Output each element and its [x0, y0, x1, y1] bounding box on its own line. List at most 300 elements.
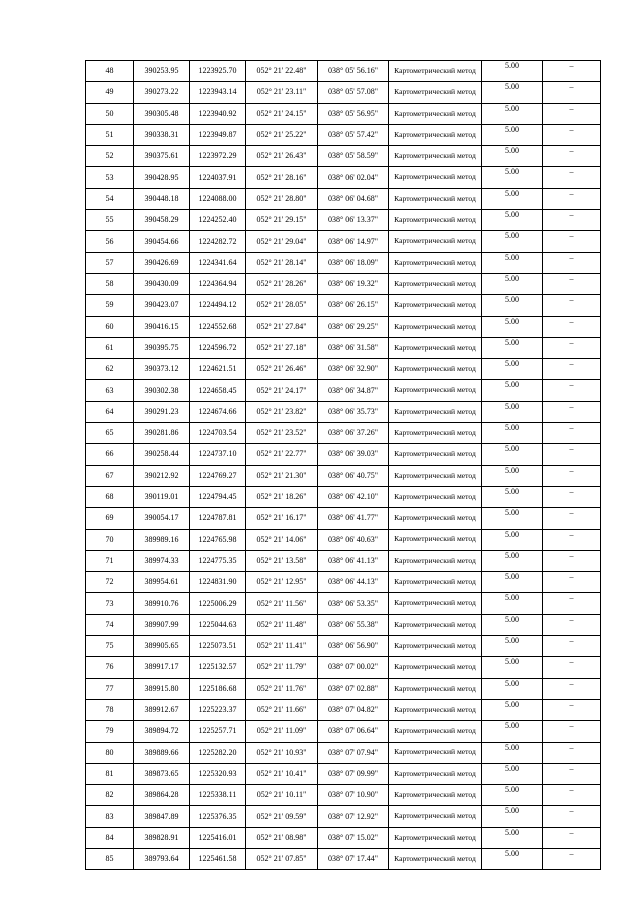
table-row [86, 82, 601, 103]
y-coordinate-cell: 1225376.35 [190, 806, 246, 827]
point-number-cell: 77 [86, 678, 134, 699]
table-row [86, 699, 601, 720]
method-cell: Картометрический метод [389, 486, 482, 507]
method-cell: Картометрический метод [389, 508, 482, 529]
y-coordinate-cell: 1224037.91 [190, 167, 246, 188]
point-number-cell: 84 [86, 827, 134, 848]
point-number-cell: 71 [86, 550, 134, 571]
method-cell: Картометрический метод [389, 444, 482, 465]
method-cell: Картометрический метод [389, 316, 482, 337]
latitude-cell: 052° 21' 18.26" [246, 486, 318, 507]
table-row [86, 167, 601, 188]
accuracy-cell: 5.00 [482, 678, 543, 699]
accuracy-cell: 5.00 [482, 423, 543, 444]
table-row [86, 508, 601, 529]
method-cell: Картометрический метод [389, 827, 482, 848]
longitude-cell: 038° 07' 07.94" [318, 742, 389, 763]
y-coordinate-cell: 1225338.11 [190, 785, 246, 806]
accuracy-cell: 5.00 [482, 359, 543, 380]
latitude-cell: 052° 21' 28.05" [246, 295, 318, 316]
x-coordinate-cell: 389864.28 [134, 785, 190, 806]
x-coordinate-cell: 390428.95 [134, 167, 190, 188]
longitude-cell: 038° 07' 15.02" [318, 827, 389, 848]
x-coordinate-cell: 390119.01 [134, 486, 190, 507]
point-number-cell: 74 [86, 614, 134, 635]
method-cell: Картометрический метод [389, 231, 482, 252]
method-cell: Картометрический метод [389, 210, 482, 231]
note-cell: – [543, 636, 601, 657]
accuracy-cell: 5.00 [482, 699, 543, 720]
longitude-cell: 038° 06' 40.75" [318, 465, 389, 486]
note-cell: – [543, 742, 601, 763]
x-coordinate-cell: 390253.95 [134, 61, 190, 82]
latitude-cell: 052° 21' 22.77" [246, 444, 318, 465]
table-row [86, 210, 601, 231]
longitude-cell: 038° 06' 13.37" [318, 210, 389, 231]
y-coordinate-cell: 1225223.37 [190, 699, 246, 720]
table-row [86, 231, 601, 252]
latitude-cell: 052° 21' 13.58" [246, 550, 318, 571]
coordinates-table [85, 60, 601, 870]
note-cell: – [543, 124, 601, 145]
table-row [86, 337, 601, 358]
accuracy-cell: 5.00 [482, 614, 543, 635]
table-row [86, 380, 601, 401]
point-number-cell: 49 [86, 82, 134, 103]
method-cell: Картометрический метод [389, 380, 482, 401]
method-cell: Картометрический метод [389, 785, 482, 806]
method-cell: Картометрический метод [389, 401, 482, 422]
method-cell: Картометрический метод [389, 359, 482, 380]
y-coordinate-cell: 1225073.51 [190, 636, 246, 657]
table-row [86, 124, 601, 145]
latitude-cell: 052° 21' 09.59" [246, 806, 318, 827]
note-cell: – [543, 401, 601, 422]
y-coordinate-cell: 1225186.68 [190, 678, 246, 699]
table-row [86, 359, 601, 380]
y-coordinate-cell: 1224252.40 [190, 210, 246, 231]
accuracy-cell: 5.00 [482, 508, 543, 529]
longitude-cell: 038° 06' 26.15" [318, 295, 389, 316]
y-coordinate-cell: 1224596.72 [190, 337, 246, 358]
note-cell: – [543, 231, 601, 252]
accuracy-cell: 5.00 [482, 444, 543, 465]
table-row [86, 188, 601, 209]
longitude-cell: 038° 07' 06.64" [318, 721, 389, 742]
latitude-cell: 052° 21' 11.66" [246, 699, 318, 720]
latitude-cell: 052° 21' 23.11" [246, 82, 318, 103]
table-row [86, 401, 601, 422]
note-cell: – [543, 848, 601, 869]
accuracy-cell: 5.00 [482, 124, 543, 145]
y-coordinate-cell: 1225320.93 [190, 763, 246, 784]
note-cell: – [543, 593, 601, 614]
method-cell: Картометрический метод [389, 614, 482, 635]
method-cell: Картометрический метод [389, 848, 482, 869]
longitude-cell: 038° 06' 29.25" [318, 316, 389, 337]
table-row [86, 678, 601, 699]
table-row [86, 273, 601, 294]
longitude-cell: 038° 06' 14.97" [318, 231, 389, 252]
longitude-cell: 038° 06' 02.04" [318, 167, 389, 188]
note-cell: – [543, 103, 601, 124]
accuracy-cell: 5.00 [482, 827, 543, 848]
longitude-cell: 038° 07' 04.82" [318, 699, 389, 720]
longitude-cell: 038° 06' 56.90" [318, 636, 389, 657]
y-coordinate-cell: 1224621.51 [190, 359, 246, 380]
note-cell: – [543, 167, 601, 188]
accuracy-cell: 5.00 [482, 785, 543, 806]
note-cell: – [543, 657, 601, 678]
latitude-cell: 052° 21' 11.48" [246, 614, 318, 635]
x-coordinate-cell: 390373.12 [134, 359, 190, 380]
y-coordinate-cell: 1224364.94 [190, 273, 246, 294]
accuracy-cell: 5.00 [482, 146, 543, 167]
longitude-cell: 038° 07' 10.90" [318, 785, 389, 806]
note-cell: – [543, 444, 601, 465]
point-number-cell: 64 [86, 401, 134, 422]
accuracy-cell: 5.00 [482, 252, 543, 273]
y-coordinate-cell: 1224658.45 [190, 380, 246, 401]
point-number-cell: 69 [86, 508, 134, 529]
accuracy-cell: 5.00 [482, 636, 543, 657]
point-number-cell: 54 [86, 188, 134, 209]
latitude-cell: 052° 21' 26.46" [246, 359, 318, 380]
x-coordinate-cell: 389910.76 [134, 593, 190, 614]
y-coordinate-cell: 1223925.70 [190, 61, 246, 82]
y-coordinate-cell: 1225044.63 [190, 614, 246, 635]
latitude-cell: 052° 21' 11.76" [246, 678, 318, 699]
accuracy-cell: 5.00 [482, 593, 543, 614]
method-cell: Картометрический метод [389, 721, 482, 742]
longitude-cell: 038° 07' 00.02" [318, 657, 389, 678]
x-coordinate-cell: 389917.17 [134, 657, 190, 678]
x-coordinate-cell: 389894.72 [134, 721, 190, 742]
method-cell: Картометрический метод [389, 124, 482, 145]
latitude-cell: 052° 21' 23.82" [246, 401, 318, 422]
method-cell: Картометрический метод [389, 636, 482, 657]
longitude-cell: 038° 06' 34.87" [318, 380, 389, 401]
longitude-cell: 038° 07' 02.88" [318, 678, 389, 699]
point-number-cell: 59 [86, 295, 134, 316]
table-row [86, 316, 601, 337]
y-coordinate-cell: 1225006.29 [190, 593, 246, 614]
longitude-cell: 038° 05' 56.95" [318, 103, 389, 124]
point-number-cell: 80 [86, 742, 134, 763]
longitude-cell: 038° 05' 57.08" [318, 82, 389, 103]
table-row [86, 61, 601, 82]
longitude-cell: 038° 06' 35.73" [318, 401, 389, 422]
longitude-cell: 038° 06' 41.13" [318, 550, 389, 571]
table-row [86, 721, 601, 742]
y-coordinate-cell: 1224341.64 [190, 252, 246, 273]
x-coordinate-cell: 389974.33 [134, 550, 190, 571]
point-number-cell: 83 [86, 806, 134, 827]
point-number-cell: 67 [86, 465, 134, 486]
longitude-cell: 038° 06' 18.09" [318, 252, 389, 273]
latitude-cell: 052° 21' 28.14" [246, 252, 318, 273]
latitude-cell: 052° 21' 11.41" [246, 636, 318, 657]
point-number-cell: 48 [86, 61, 134, 82]
latitude-cell: 052° 21' 24.15" [246, 103, 318, 124]
method-cell: Картометрический метод [389, 465, 482, 486]
note-cell: – [543, 359, 601, 380]
accuracy-cell: 5.00 [482, 273, 543, 294]
method-cell: Картометрический метод [389, 593, 482, 614]
longitude-cell: 038° 06' 44.13" [318, 572, 389, 593]
table-row [86, 529, 601, 550]
accuracy-cell: 5.00 [482, 529, 543, 550]
y-coordinate-cell: 1223943.14 [190, 82, 246, 103]
method-cell: Картометрический метод [389, 423, 482, 444]
y-coordinate-cell: 1224737.10 [190, 444, 246, 465]
method-cell: Картометрический метод [389, 572, 482, 593]
x-coordinate-cell: 390212.92 [134, 465, 190, 486]
accuracy-cell: 5.00 [482, 337, 543, 358]
latitude-cell: 052° 21' 27.18" [246, 337, 318, 358]
y-coordinate-cell: 1224088.00 [190, 188, 246, 209]
latitude-cell: 052° 21' 07.85" [246, 848, 318, 869]
table-row [86, 827, 601, 848]
point-number-cell: 75 [86, 636, 134, 657]
latitude-cell: 052° 21' 11.79" [246, 657, 318, 678]
table-row [86, 252, 601, 273]
x-coordinate-cell: 390458.29 [134, 210, 190, 231]
accuracy-cell: 5.00 [482, 167, 543, 188]
point-number-cell: 65 [86, 423, 134, 444]
latitude-cell: 052° 21' 29.15" [246, 210, 318, 231]
x-coordinate-cell: 390338.31 [134, 124, 190, 145]
table-row [86, 742, 601, 763]
x-coordinate-cell: 389954.61 [134, 572, 190, 593]
x-coordinate-cell: 390281.86 [134, 423, 190, 444]
method-cell: Картометрический метод [389, 678, 482, 699]
point-number-cell: 78 [86, 699, 134, 720]
note-cell: – [543, 678, 601, 699]
note-cell: – [543, 380, 601, 401]
x-coordinate-cell: 390291.23 [134, 401, 190, 422]
latitude-cell: 052° 21' 14.06" [246, 529, 318, 550]
note-cell: – [543, 806, 601, 827]
longitude-cell: 038° 06' 04.68" [318, 188, 389, 209]
accuracy-cell: 5.00 [482, 486, 543, 507]
x-coordinate-cell: 390258.44 [134, 444, 190, 465]
point-number-cell: 76 [86, 657, 134, 678]
method-cell: Картометрический метод [389, 742, 482, 763]
table-body [86, 61, 601, 870]
table-row [86, 785, 601, 806]
latitude-cell: 052° 21' 10.11" [246, 785, 318, 806]
table-row [86, 465, 601, 486]
method-cell: Картометрический метод [389, 273, 482, 294]
y-coordinate-cell: 1223940.92 [190, 103, 246, 124]
longitude-cell: 038° 06' 19.32" [318, 273, 389, 294]
note-cell: – [543, 295, 601, 316]
accuracy-cell: 5.00 [482, 465, 543, 486]
accuracy-cell: 5.00 [482, 188, 543, 209]
note-cell: – [543, 465, 601, 486]
accuracy-cell: 5.00 [482, 231, 543, 252]
x-coordinate-cell: 390416.15 [134, 316, 190, 337]
longitude-cell: 038° 06' 39.03" [318, 444, 389, 465]
latitude-cell: 052° 21' 22.48" [246, 61, 318, 82]
latitude-cell: 052° 21' 28.80" [246, 188, 318, 209]
latitude-cell: 052° 21' 16.17" [246, 508, 318, 529]
y-coordinate-cell: 1224794.45 [190, 486, 246, 507]
accuracy-cell: 5.00 [482, 657, 543, 678]
note-cell: – [543, 550, 601, 571]
x-coordinate-cell: 389793.64 [134, 848, 190, 869]
method-cell: Картометрический метод [389, 337, 482, 358]
y-coordinate-cell: 1225282.20 [190, 742, 246, 763]
accuracy-cell: 5.00 [482, 721, 543, 742]
point-number-cell: 82 [86, 785, 134, 806]
x-coordinate-cell: 390423.07 [134, 295, 190, 316]
note-cell: – [543, 486, 601, 507]
table-row [86, 295, 601, 316]
longitude-cell: 038° 07' 09.99" [318, 763, 389, 784]
note-cell: – [543, 61, 601, 82]
method-cell: Картометрический метод [389, 763, 482, 784]
accuracy-cell: 5.00 [482, 401, 543, 422]
accuracy-cell: 5.00 [482, 806, 543, 827]
y-coordinate-cell: 1223972.29 [190, 146, 246, 167]
method-cell: Картометрический метод [389, 103, 482, 124]
note-cell: – [543, 252, 601, 273]
y-coordinate-cell: 1224775.35 [190, 550, 246, 571]
x-coordinate-cell: 389828.91 [134, 827, 190, 848]
point-number-cell: 79 [86, 721, 134, 742]
table-row [86, 848, 601, 869]
x-coordinate-cell: 390375.61 [134, 146, 190, 167]
accuracy-cell: 5.00 [482, 82, 543, 103]
y-coordinate-cell: 1224282.72 [190, 231, 246, 252]
x-coordinate-cell: 390054.17 [134, 508, 190, 529]
y-coordinate-cell: 1224765.98 [190, 529, 246, 550]
accuracy-cell: 5.00 [482, 572, 543, 593]
table-row [86, 593, 601, 614]
longitude-cell: 038° 07' 12.92" [318, 806, 389, 827]
table-row [86, 146, 601, 167]
accuracy-cell: 5.00 [482, 210, 543, 231]
x-coordinate-cell: 389889.66 [134, 742, 190, 763]
x-coordinate-cell: 390454.66 [134, 231, 190, 252]
longitude-cell: 038° 05' 57.42" [318, 124, 389, 145]
note-cell: – [543, 721, 601, 742]
latitude-cell: 052° 21' 12.95" [246, 572, 318, 593]
method-cell: Картометрический метод [389, 550, 482, 571]
point-number-cell: 56 [86, 231, 134, 252]
table-row [86, 550, 601, 571]
table-row [86, 636, 601, 657]
table-row [86, 103, 601, 124]
latitude-cell: 052° 21' 28.26" [246, 273, 318, 294]
latitude-cell: 052° 21' 11.09" [246, 721, 318, 742]
note-cell: – [543, 614, 601, 635]
point-number-cell: 53 [86, 167, 134, 188]
y-coordinate-cell: 1225132.57 [190, 657, 246, 678]
point-number-cell: 72 [86, 572, 134, 593]
point-number-cell: 51 [86, 124, 134, 145]
point-number-cell: 66 [86, 444, 134, 465]
table-row [86, 763, 601, 784]
point-number-cell: 85 [86, 848, 134, 869]
note-cell: – [543, 188, 601, 209]
accuracy-cell: 5.00 [482, 61, 543, 82]
method-cell: Картометрический метод [389, 295, 482, 316]
longitude-cell: 038° 05' 58.59" [318, 146, 389, 167]
point-number-cell: 81 [86, 763, 134, 784]
y-coordinate-cell: 1224831.90 [190, 572, 246, 593]
point-number-cell: 60 [86, 316, 134, 337]
latitude-cell: 052° 21' 28.16" [246, 167, 318, 188]
note-cell: – [543, 763, 601, 784]
x-coordinate-cell: 390426.69 [134, 252, 190, 273]
point-number-cell: 58 [86, 273, 134, 294]
method-cell: Картометрический метод [389, 529, 482, 550]
x-coordinate-cell: 390305.48 [134, 103, 190, 124]
y-coordinate-cell: 1224703.54 [190, 423, 246, 444]
latitude-cell: 052° 21' 24.17" [246, 380, 318, 401]
note-cell: – [543, 82, 601, 103]
note-cell: – [543, 827, 601, 848]
y-coordinate-cell: 1225416.01 [190, 827, 246, 848]
accuracy-cell: 5.00 [482, 380, 543, 401]
point-number-cell: 55 [86, 210, 134, 231]
method-cell: Картометрический метод [389, 188, 482, 209]
longitude-cell: 038° 06' 31.58" [318, 337, 389, 358]
accuracy-cell: 5.00 [482, 550, 543, 571]
table-row [86, 444, 601, 465]
x-coordinate-cell: 390273.22 [134, 82, 190, 103]
point-number-cell: 68 [86, 486, 134, 507]
longitude-cell: 038° 06' 42.10" [318, 486, 389, 507]
note-cell: – [543, 785, 601, 806]
accuracy-cell: 5.00 [482, 763, 543, 784]
longitude-cell: 038° 06' 32.90" [318, 359, 389, 380]
method-cell: Картометрический метод [389, 252, 482, 273]
x-coordinate-cell: 390448.18 [134, 188, 190, 209]
y-coordinate-cell: 1223949.87 [190, 124, 246, 145]
method-cell: Картометрический метод [389, 167, 482, 188]
table-row [86, 572, 601, 593]
latitude-cell: 052° 21' 26.43" [246, 146, 318, 167]
latitude-cell: 052° 21' 25.22" [246, 124, 318, 145]
x-coordinate-cell: 389907.99 [134, 614, 190, 635]
note-cell: – [543, 572, 601, 593]
method-cell: Картометрический метод [389, 699, 482, 720]
note-cell: – [543, 529, 601, 550]
method-cell: Картометрический метод [389, 146, 482, 167]
longitude-cell: 038° 06' 55.38" [318, 614, 389, 635]
accuracy-cell: 5.00 [482, 316, 543, 337]
accuracy-cell: 5.00 [482, 103, 543, 124]
y-coordinate-cell: 1225461.58 [190, 848, 246, 869]
longitude-cell: 038° 06' 53.35" [318, 593, 389, 614]
x-coordinate-cell: 389905.65 [134, 636, 190, 657]
point-number-cell: 70 [86, 529, 134, 550]
x-coordinate-cell: 390302.38 [134, 380, 190, 401]
note-cell: – [543, 316, 601, 337]
y-coordinate-cell: 1224787.81 [190, 508, 246, 529]
note-cell: – [543, 423, 601, 444]
point-number-cell: 73 [86, 593, 134, 614]
note-cell: – [543, 337, 601, 358]
table-row [86, 614, 601, 635]
note-cell: – [543, 210, 601, 231]
point-number-cell: 52 [86, 146, 134, 167]
longitude-cell: 038° 06' 40.63" [318, 529, 389, 550]
